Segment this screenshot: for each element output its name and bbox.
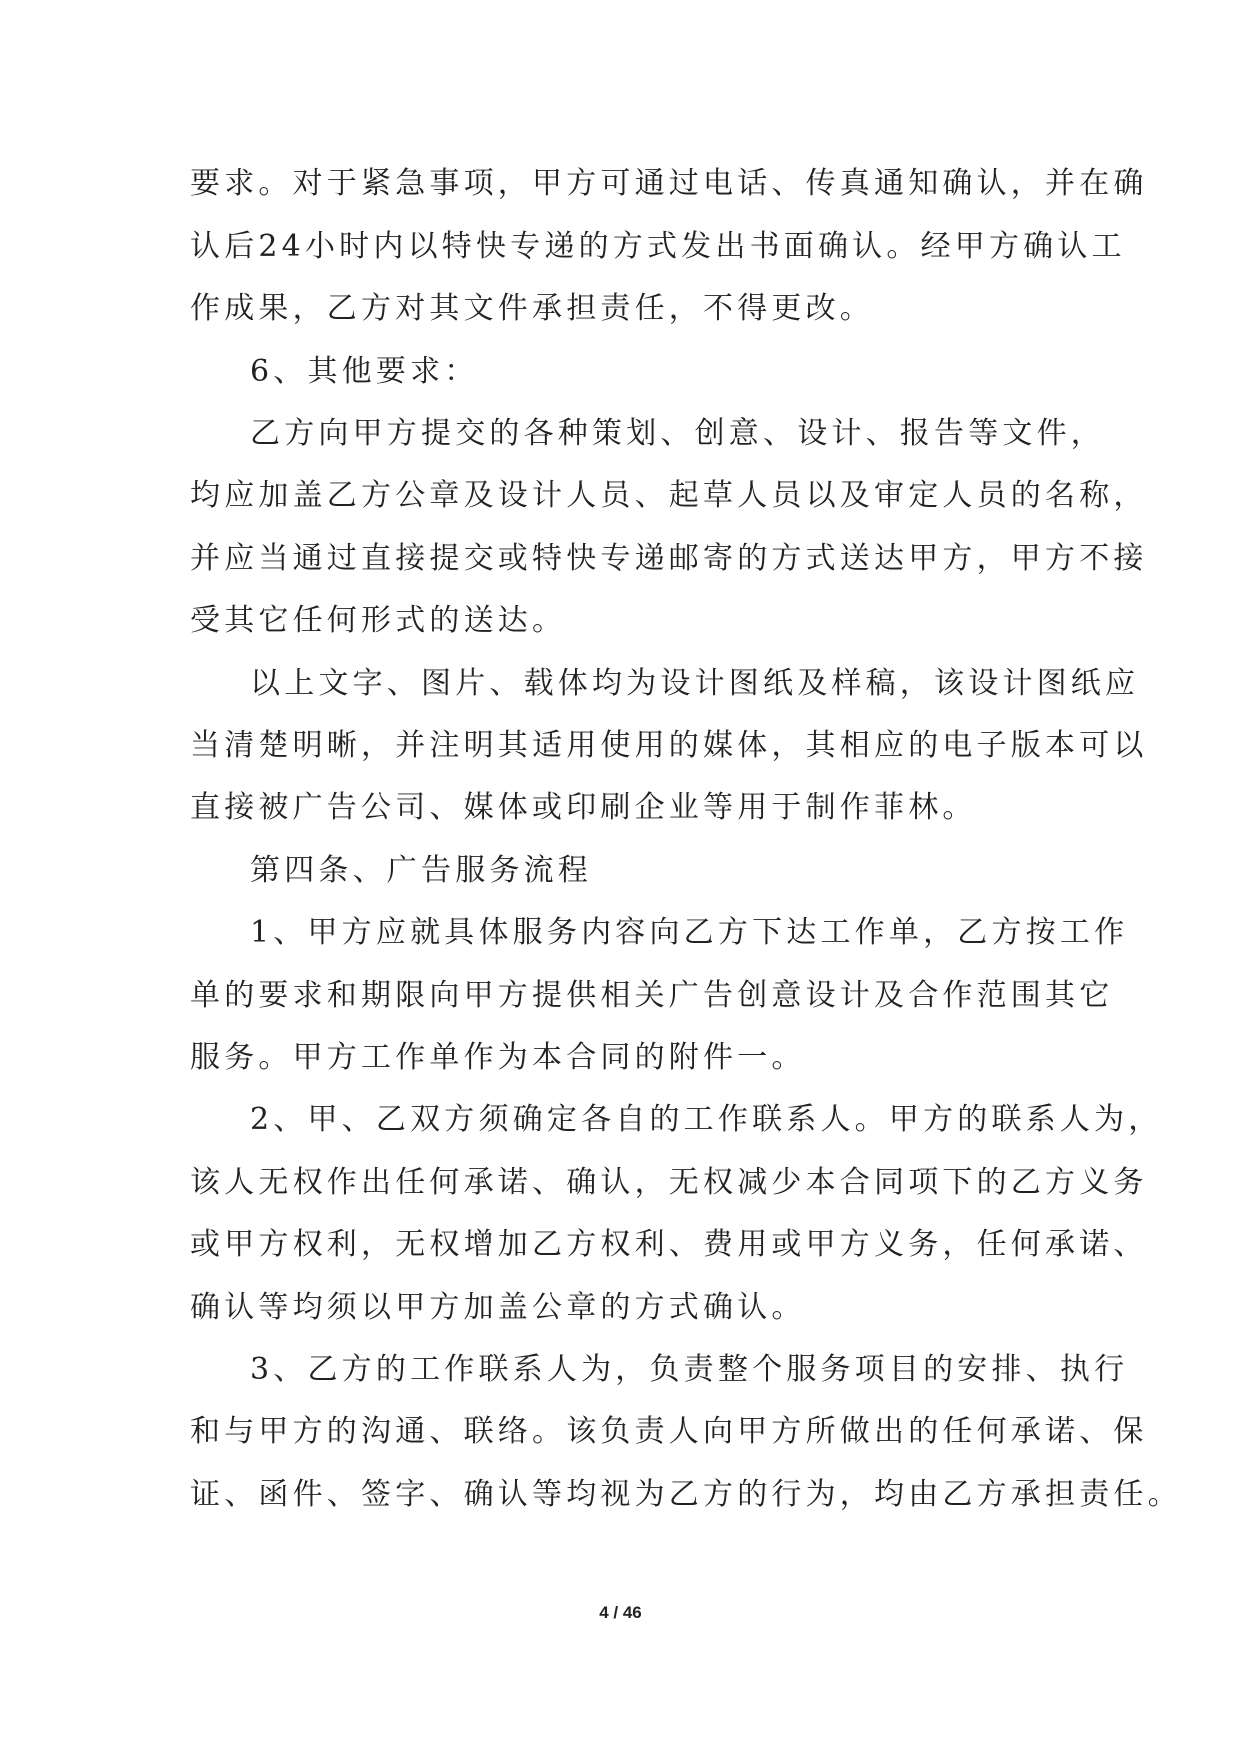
text-line: 受其它任何形式的送达。 <box>190 603 567 638</box>
text-line: 作成果，乙方对其文件承担责任，不得更改。 <box>190 291 874 326</box>
text-line: 确认等均须以甲方加盖公章的方式确认。 <box>190 1290 806 1325</box>
page-number: 4 / 46 <box>599 1603 642 1622</box>
article-heading: 第四条、广告服务流程 <box>250 853 592 888</box>
text-line: 单的要求和期限向甲方提供相关广告创意设计及合作范围其它 <box>190 978 1114 1013</box>
text-line: 要求。对于紧急事项，甲方可通过电话、传真通知确认，并在确 <box>190 166 1148 201</box>
text-line: 或甲方权利，无权增加乙方权利、费用或甲方义务，任何承诺、 <box>190 1227 1148 1262</box>
text-line: 乙方向甲方提交的各种策划、创意、设计、报告等文件， <box>250 416 1105 451</box>
text-line: 服务。甲方工作单作为本合同的附件一。 <box>190 1040 806 1075</box>
text-line: 2、甲、乙双方须确定各自的工作联系人。甲方的联系人为， <box>250 1102 1163 1137</box>
text-line: 认后24小时内以特快专递的方式发出书面确认。经甲方确认工 <box>190 229 1126 264</box>
text-line: 3、乙方的工作联系人为，负责整个服务项目的安排、执行 <box>250 1352 1129 1387</box>
section-heading: 6、其他要求： <box>250 354 479 389</box>
text-line: 证、函件、签字、确认等均视为乙方的行为，均由乙方承担责任。 <box>190 1477 1182 1512</box>
text-line: 均应加盖乙方公章及设计人员、起草人员以及审定人员的名称， <box>190 478 1148 513</box>
text-line: 和与甲方的沟通、联络。该负责人向甲方所做出的任何承诺、保 <box>190 1414 1148 1449</box>
text-line: 并应当通过直接提交或特快专递邮寄的方式送达甲方，甲方不接 <box>190 541 1148 576</box>
text-line: 当清楚明晰，并注明其适用使用的媒体，其相应的电子版本可以 <box>190 728 1148 763</box>
text-line: 1、甲方应就具体服务内容向乙方下达工作单，乙方按工作 <box>250 915 1129 950</box>
text-line: 以上文字、图片、载体均为设计图纸及样稿，该设计图纸应 <box>250 666 1140 701</box>
text-line: 该人无权作出任何承诺、确认，无权减少本合同项下的乙方义务 <box>190 1165 1148 1200</box>
text-line: 直接被广告公司、媒体或印刷企业等用于制作菲林。 <box>190 790 977 825</box>
